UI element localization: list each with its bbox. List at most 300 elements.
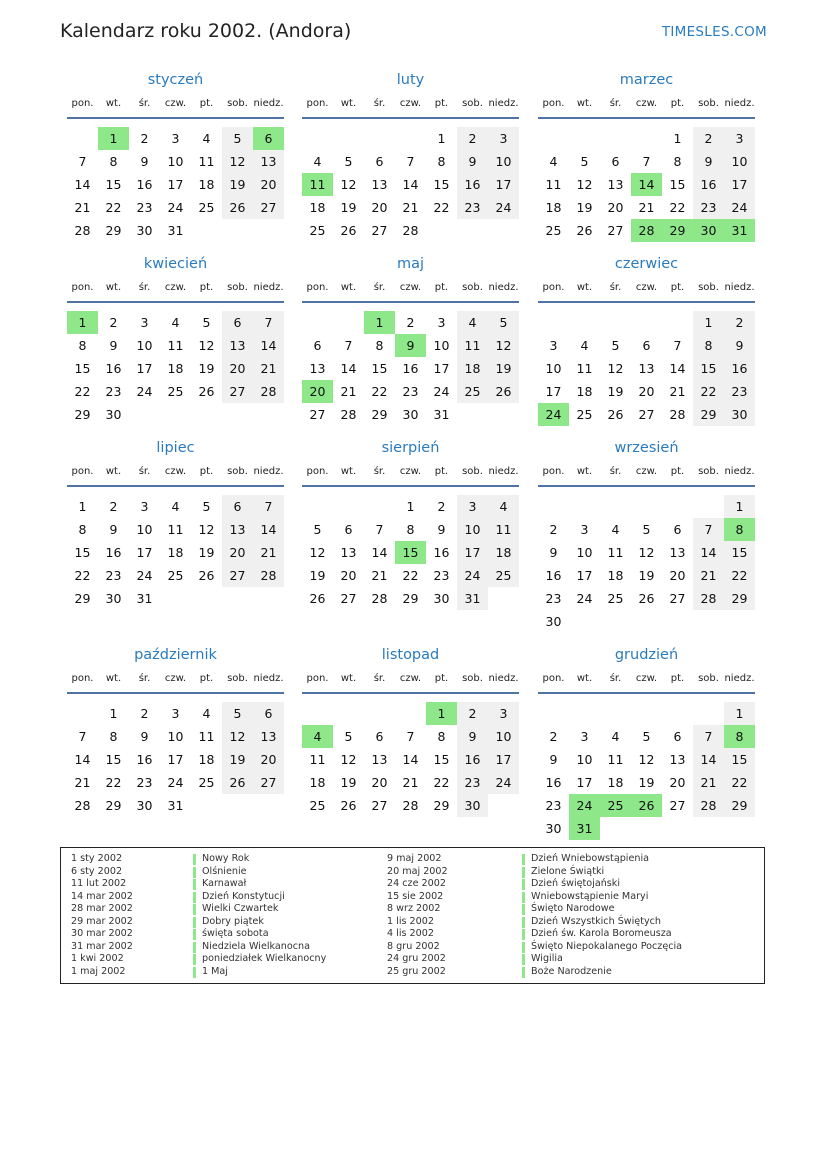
day-cell: 1 <box>724 495 755 518</box>
day-cell: 15 <box>371 361 388 376</box>
legend-date: 11 lut 2002 <box>71 878 127 890</box>
day-cell: 11 <box>198 154 215 169</box>
day-cell: 7 <box>78 729 87 744</box>
day-cell: 11 <box>167 338 184 353</box>
day-cell: 8 <box>406 522 415 537</box>
day-cell: 29 <box>105 223 122 238</box>
day-cell: 3 <box>171 131 180 146</box>
day-cell: 15 <box>693 357 724 380</box>
day-cell: 8 <box>437 154 446 169</box>
weekday-label: pt. <box>670 466 685 477</box>
day-cell: 18 <box>576 384 593 399</box>
day-cell: 7 <box>693 518 724 541</box>
legend-marker <box>193 867 196 878</box>
day-cell: 7 <box>344 338 353 353</box>
day-cell: 13 <box>638 361 655 376</box>
day-cell: 22 <box>74 384 91 399</box>
legend-marker <box>522 867 525 878</box>
day-cell: 15 <box>395 541 426 564</box>
header-rule <box>67 301 284 303</box>
legend-holiday-name: Dzień Wniebowstąpienia <box>531 853 649 864</box>
day-cell: 20 <box>371 775 388 790</box>
weekday-label: pon. <box>71 282 94 293</box>
weekday-label: czw. <box>164 98 187 109</box>
day-cell: 12 <box>340 177 357 192</box>
day-cell: 7 <box>406 154 415 169</box>
day-cell: 13 <box>253 150 284 173</box>
legend-holiday-name: Dobry piątek <box>202 915 264 927</box>
day-cell: 2 <box>457 127 488 150</box>
weekday-label: sob. <box>462 282 483 293</box>
day-cell: 16 <box>402 361 419 376</box>
day-cell: 21 <box>340 384 357 399</box>
day-cell: 29 <box>724 587 755 610</box>
day-cell: 20 <box>302 380 333 403</box>
weekday-label: pon. <box>306 673 329 684</box>
day-cell: 28 <box>340 407 357 422</box>
legend-date: 30 mar 2002 <box>71 928 133 940</box>
day-cell: 14 <box>402 752 419 767</box>
day-cell: 25 <box>576 407 593 422</box>
day-cell: 4 <box>611 522 620 537</box>
day-cell: 26 <box>488 380 519 403</box>
day-cell: 9 <box>549 752 558 767</box>
day-cell: 18 <box>309 775 326 790</box>
day-cell: 20 <box>253 173 284 196</box>
legend-marker <box>193 879 196 890</box>
weekday-label: pon. <box>542 98 565 109</box>
day-cell: 11 <box>457 334 488 357</box>
day-cell: 17 <box>136 361 153 376</box>
day-cell: 27 <box>309 407 326 422</box>
day-cell: 27 <box>253 196 284 219</box>
header-rule <box>67 117 284 119</box>
day-cell: 8 <box>109 154 118 169</box>
weekday-label: pt. <box>434 673 449 684</box>
day-cell: 15 <box>724 748 755 771</box>
day-cell: 8 <box>724 725 755 748</box>
legend-date: 9 maj 2002 <box>387 853 442 864</box>
day-cell: 31 <box>136 591 153 606</box>
day-cell: 30 <box>136 798 153 813</box>
day-cell: 6 <box>344 522 353 537</box>
day-cell: 3 <box>437 315 446 330</box>
day-cell: 21 <box>402 775 419 790</box>
day-cell: 4 <box>202 706 211 721</box>
day-cell: 2 <box>109 499 118 514</box>
day-cell: 5 <box>202 315 211 330</box>
day-cell: 7 <box>253 495 284 518</box>
day-cell: 8 <box>78 522 87 537</box>
day-cell: 9 <box>693 150 724 173</box>
day-cell: 23 <box>402 384 419 399</box>
day-cell: 27 <box>669 591 686 606</box>
day-cell: 11 <box>607 545 624 560</box>
month-name: styczeń <box>147 72 204 88</box>
weekday-label: niedz. <box>253 282 284 293</box>
day-cell: 3 <box>457 495 488 518</box>
header-rule <box>302 485 519 487</box>
weekday-label: pt. <box>199 466 214 477</box>
day-cell: 9 <box>724 334 755 357</box>
day-cell: 24 <box>167 775 184 790</box>
day-cell: 29 <box>433 798 450 813</box>
weekday-label: pon. <box>542 673 565 684</box>
day-cell: 21 <box>693 771 724 794</box>
day-cell: 20 <box>253 748 284 771</box>
day-cell: 19 <box>638 568 655 583</box>
legend-marker <box>193 904 196 915</box>
day-cell: 25 <box>607 591 624 606</box>
weekday-label: pt. <box>670 282 685 293</box>
weekday-label: czw. <box>635 98 658 109</box>
weekday-label: pon. <box>306 98 329 109</box>
day-cell: 21 <box>693 564 724 587</box>
day-cell: 29 <box>74 407 91 422</box>
legend-holiday-name: Wielki Czwartek <box>202 903 279 915</box>
weekday-label: wt. <box>105 466 122 477</box>
day-cell: 11 <box>607 752 624 767</box>
day-cell: 29 <box>693 403 724 426</box>
day-cell: 19 <box>340 775 357 790</box>
weekday-label: wt. <box>576 673 593 684</box>
day-cell: 21 <box>74 775 91 790</box>
day-cell: 30 <box>545 821 562 836</box>
day-cell: 26 <box>340 223 357 238</box>
weekday-label: pt. <box>434 466 449 477</box>
day-cell: 24 <box>433 384 450 399</box>
day-cell: 21 <box>253 357 284 380</box>
day-cell: 5 <box>344 154 353 169</box>
weekday-label: niedz. <box>253 673 284 684</box>
day-cell: 26 <box>198 568 215 583</box>
day-cell: 11 <box>545 177 562 192</box>
day-cell: 15 <box>74 545 91 560</box>
day-cell: 11 <box>309 752 326 767</box>
header-rule <box>538 117 755 119</box>
weekday-label: śr. <box>609 673 622 684</box>
day-cell: 23 <box>136 200 153 215</box>
day-cell: 19 <box>340 200 357 215</box>
day-cell: 16 <box>136 177 153 192</box>
month-name: październik <box>134 647 217 663</box>
weekday-label: czw. <box>164 466 187 477</box>
day-cell: 25 <box>457 380 488 403</box>
legend-marker <box>193 954 196 965</box>
day-cell: 8 <box>375 338 384 353</box>
day-cell: 26 <box>340 798 357 813</box>
day-cell: 19 <box>222 173 253 196</box>
day-cell: 10 <box>136 522 153 537</box>
day-cell: 6 <box>222 495 253 518</box>
day-cell: 8 <box>724 518 755 541</box>
day-cell: 23 <box>457 771 488 794</box>
day-cell: 19 <box>198 545 215 560</box>
day-cell: 7 <box>253 311 284 334</box>
day-cell: 27 <box>638 407 655 422</box>
month-name: listopad <box>381 647 440 663</box>
day-cell: 24 <box>457 564 488 587</box>
day-cell: 10 <box>167 154 184 169</box>
day-cell: 17 <box>545 384 562 399</box>
legend-marker <box>522 954 525 965</box>
header-rule <box>538 485 755 487</box>
day-cell: 15 <box>433 752 450 767</box>
weekday-label: czw. <box>635 673 658 684</box>
day-cell: 2 <box>140 706 149 721</box>
day-cell: 29 <box>402 591 419 606</box>
day-cell: 16 <box>457 173 488 196</box>
day-cell: 20 <box>340 568 357 583</box>
day-cell: 16 <box>693 173 724 196</box>
weekday-label: niedz. <box>724 673 755 684</box>
day-cell: 12 <box>198 338 215 353</box>
weekday-label: śr. <box>138 282 151 293</box>
legend-marker <box>193 892 196 903</box>
day-cell: 23 <box>545 591 562 606</box>
day-cell: 14 <box>74 177 91 192</box>
day-cell: 20 <box>371 200 388 215</box>
day-cell: 3 <box>171 706 180 721</box>
weekday-label: pon. <box>71 98 94 109</box>
day-cell: 25 <box>198 200 215 215</box>
day-cell: 15 <box>669 177 686 192</box>
day-cell: 30 <box>693 219 724 242</box>
weekday-label: pon. <box>306 282 329 293</box>
day-cell: 8 <box>437 729 446 744</box>
weekday-label: niedz. <box>253 98 284 109</box>
day-cell: 28 <box>402 223 419 238</box>
day-cell: 22 <box>669 200 686 215</box>
weekday-label: śr. <box>373 282 386 293</box>
day-cell: 24 <box>167 200 184 215</box>
legend-holiday-name: poniedziałek Wielkanocny <box>202 953 327 965</box>
day-cell: 6 <box>375 729 384 744</box>
weekday-label: czw. <box>635 466 658 477</box>
day-cell: 10 <box>488 725 519 748</box>
day-cell: 11 <box>576 361 593 376</box>
legend-marker <box>193 929 196 940</box>
day-cell: 14 <box>253 518 284 541</box>
day-cell: 9 <box>109 338 118 353</box>
day-cell: 10 <box>167 729 184 744</box>
day-cell: 4 <box>549 154 558 169</box>
weekday-label: czw. <box>399 673 422 684</box>
weekday-label: wt. <box>576 282 593 293</box>
day-cell: 30 <box>402 407 419 422</box>
weekday-label: czw. <box>635 282 658 293</box>
day-cell: 16 <box>457 748 488 771</box>
day-cell: 26 <box>198 384 215 399</box>
day-cell: 24 <box>488 196 519 219</box>
day-cell: 30 <box>105 591 122 606</box>
day-cell: 5 <box>580 154 589 169</box>
weekday-label: śr. <box>609 282 622 293</box>
day-cell: 31 <box>167 223 184 238</box>
day-cell: 29 <box>371 407 388 422</box>
day-cell: 20 <box>222 541 253 564</box>
weekday-label: pon. <box>542 466 565 477</box>
day-cell: 30 <box>545 614 562 629</box>
weekday-label: śr. <box>138 673 151 684</box>
day-cell: 20 <box>222 357 253 380</box>
weekday-label: niedz. <box>724 466 755 477</box>
legend-holiday-name: święta sobota <box>202 928 269 940</box>
day-cell: 23 <box>693 196 724 219</box>
month-name: maj <box>396 256 425 272</box>
day-cell: 25 <box>167 568 184 583</box>
day-cell: 6 <box>253 702 284 725</box>
weekday-label: niedz. <box>488 466 519 477</box>
legend-holiday-name: Nowy Rok <box>202 853 250 864</box>
day-cell: 2 <box>437 499 446 514</box>
day-cell: 4 <box>313 154 322 169</box>
day-cell: 15 <box>724 541 755 564</box>
day-cell: 27 <box>340 591 357 606</box>
day-cell: 6 <box>673 729 682 744</box>
day-cell: 31 <box>433 407 450 422</box>
day-cell: 18 <box>457 357 488 380</box>
day-cell: 17 <box>576 775 593 790</box>
day-cell: 3 <box>724 127 755 150</box>
day-cell: 8 <box>78 338 87 353</box>
day-cell: 6 <box>673 522 682 537</box>
day-cell: 5 <box>313 522 322 537</box>
weekday-label: pt. <box>199 282 214 293</box>
day-cell: 9 <box>549 545 558 560</box>
weekday-label: sob. <box>227 98 248 109</box>
day-cell: 28 <box>371 591 388 606</box>
day-cell: 16 <box>433 545 450 560</box>
day-cell: 12 <box>576 177 593 192</box>
legend-holiday-name: Boże Narodzenie <box>531 965 612 977</box>
weekday-label: pon. <box>71 466 94 477</box>
weekday-label: śr. <box>373 673 386 684</box>
day-cell: 2 <box>457 702 488 725</box>
day-cell: 16 <box>724 357 755 380</box>
day-cell: 11 <box>488 518 519 541</box>
day-cell: 8 <box>693 334 724 357</box>
day-cell: 14 <box>402 177 419 192</box>
day-cell: 6 <box>642 338 651 353</box>
weekday-label: wt. <box>340 282 357 293</box>
legend-holiday-name: Niedziela Wielkanocna <box>202 940 310 952</box>
day-cell: 1 <box>78 499 87 514</box>
day-cell: 13 <box>669 752 686 767</box>
header-rule <box>302 692 519 694</box>
day-cell: 19 <box>576 200 593 215</box>
weekday-label: sob. <box>227 466 248 477</box>
day-cell: 22 <box>74 568 91 583</box>
day-cell: 23 <box>545 798 562 813</box>
weekday-label: sob. <box>462 673 483 684</box>
day-cell: 29 <box>74 591 91 606</box>
day-cell: 7 <box>673 338 682 353</box>
day-cell: 23 <box>433 568 450 583</box>
legend-marker <box>522 879 525 890</box>
weekday-label: czw. <box>399 282 422 293</box>
header-rule <box>67 485 284 487</box>
day-cell: 21 <box>669 384 686 399</box>
weekday-label: pt. <box>199 673 214 684</box>
day-cell: 9 <box>140 729 149 744</box>
day-cell: 7 <box>693 725 724 748</box>
day-cell: 28 <box>253 380 284 403</box>
day-cell: 25 <box>488 564 519 587</box>
day-cell: 25 <box>600 794 631 817</box>
weekday-label: sob. <box>462 466 483 477</box>
day-cell: 26 <box>309 591 326 606</box>
legend-date: 8 gru 2002 <box>387 940 440 952</box>
holiday-legend <box>60 847 765 984</box>
day-cell: 27 <box>371 798 388 813</box>
day-cell: 4 <box>302 725 333 748</box>
weekday-label: niedz. <box>253 466 284 477</box>
day-cell: 1 <box>724 702 755 725</box>
day-cell: 18 <box>198 177 215 192</box>
day-cell: 25 <box>309 223 326 238</box>
day-cell: 23 <box>457 196 488 219</box>
day-cell: 27 <box>371 223 388 238</box>
day-cell: 23 <box>105 568 122 583</box>
legend-date: 14 mar 2002 <box>71 890 133 902</box>
day-cell: 18 <box>167 361 184 376</box>
legend-marker <box>522 854 525 865</box>
month-name: czerwiec <box>614 256 679 272</box>
day-cell: 10 <box>433 338 450 353</box>
legend-holiday-name: Olśnienie <box>202 865 247 877</box>
weekday-label: pt. <box>670 98 685 109</box>
day-cell: 31 <box>724 219 755 242</box>
day-cell: 22 <box>724 564 755 587</box>
day-cell: 24 <box>136 384 153 399</box>
day-cell: 8 <box>109 729 118 744</box>
day-cell: 2 <box>693 127 724 150</box>
day-cell: 12 <box>638 752 655 767</box>
weekday-label: wt. <box>340 98 357 109</box>
brand-link[interactable]: TIMESLES.COM <box>661 24 767 40</box>
day-cell: 13 <box>222 518 253 541</box>
day-cell: 22 <box>693 380 724 403</box>
header-rule <box>67 692 284 694</box>
day-cell: 15 <box>433 177 450 192</box>
month-name: marzec <box>619 72 674 88</box>
legend-marker <box>522 917 525 928</box>
weekday-label: pt. <box>434 98 449 109</box>
day-cell: 15 <box>74 361 91 376</box>
day-cell: 16 <box>545 568 562 583</box>
legend-date: 20 maj 2002 <box>387 865 448 877</box>
day-cell: 15 <box>105 177 122 192</box>
day-cell: 3 <box>488 702 519 725</box>
day-cell: 4 <box>457 311 488 334</box>
day-cell: 1 <box>406 499 415 514</box>
legend-holiday-name: Wniebowstąpienie Maryi <box>531 890 649 902</box>
legend-holiday-name: Dzień św. Karola Boromeusza <box>531 928 672 940</box>
day-cell: 10 <box>136 338 153 353</box>
day-cell: 4 <box>171 315 180 330</box>
day-cell: 12 <box>488 334 519 357</box>
day-cell: 2 <box>140 131 149 146</box>
day-cell: 28 <box>74 798 91 813</box>
day-cell: 18 <box>198 752 215 767</box>
day-cell: 6 <box>611 154 620 169</box>
day-cell: 26 <box>576 223 593 238</box>
legend-marker <box>193 917 196 928</box>
day-cell: 20 <box>669 568 686 583</box>
day-cell: 1 <box>364 311 395 334</box>
legend-date: 1 sty 2002 <box>71 853 123 864</box>
